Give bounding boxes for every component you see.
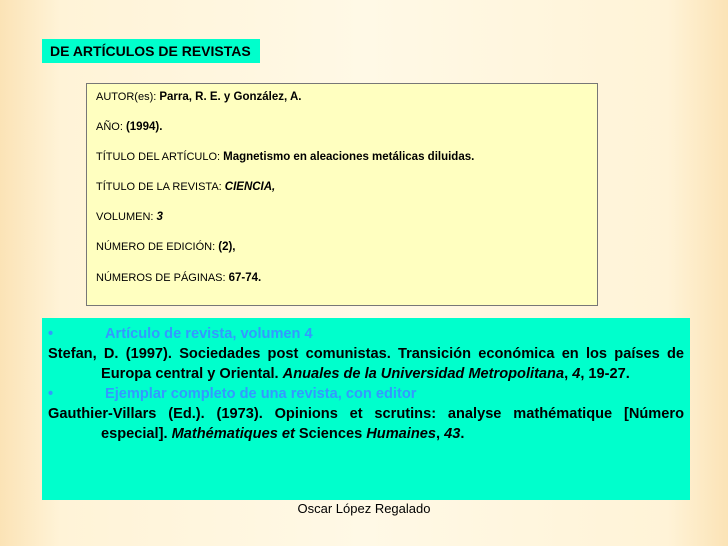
reference-1	[48, 344, 684, 384]
bullet-heading-1	[48, 324, 684, 344]
author-value: Parra, R. E. y González, A.	[159, 91, 302, 103]
reference-1-journal: Anuales de la Universidad Metropolitana	[282, 366, 565, 382]
pages-field	[96, 272, 261, 284]
year-label: AÑO:	[96, 121, 126, 133]
reference-1-sep: ,	[564, 366, 573, 382]
reference-2-journal-b: Humaines	[366, 426, 436, 442]
article-title-value: Magnetismo en aleaciones metálicas diluidas.	[223, 151, 475, 163]
journal-value: CIENCIA,	[224, 181, 276, 193]
reference-2-text: Gauthier-Villars (Ed.). (1973). Opinions et scrutins: analyse mathématique [Número especial].	[48, 406, 684, 442]
reference-2-journal-a: Mathématiques et	[171, 426, 295, 442]
article-title-field	[96, 151, 474, 163]
reference-examples-panel	[42, 318, 690, 500]
heading-2-text: Ejemplar completo de una revista, con editor	[105, 386, 417, 402]
reference-1-pages: , 19-27.	[580, 366, 630, 382]
issue-value: (2),	[218, 241, 236, 253]
reference-2-volume: 43	[444, 426, 461, 442]
reference-2-sep: ,	[436, 426, 445, 442]
volume-value: 3	[156, 211, 163, 223]
reference-2	[48, 404, 684, 444]
issue-field	[96, 241, 235, 253]
bullet-icon: •	[48, 386, 54, 402]
heading-1-text: Artículo de revista, volumen 4	[105, 326, 313, 342]
volume-label: VOLUMEN:	[96, 211, 157, 223]
author-label: AUTOR(es):	[96, 91, 160, 103]
bullet-heading-2	[48, 384, 684, 404]
slide-title: DE ARTÍCULOS DE REVISTAS	[42, 39, 260, 63]
journal-field	[96, 181, 275, 193]
year-value: (1994).	[125, 121, 163, 133]
reference-2-end: .	[460, 426, 465, 442]
article-title-label: TÍTULO DEL ARTÍCULO:	[96, 151, 224, 163]
issue-label: NÚMERO DE EDICIÓN:	[96, 241, 219, 253]
author-footer: Oscar López Regalado	[297, 501, 431, 516]
journal-label: TÍTULO DE LA REVISTA:	[96, 181, 225, 193]
bullet-icon: •	[48, 326, 54, 342]
reference-1-text: Stefan, D. (1997). Sociedades post comunistas. Transición económica en los países de Europa central y Oriental.	[48, 346, 684, 382]
reference-1-volume: 4	[572, 366, 581, 382]
pages-label: NÚMEROS DE PÁGINAS:	[96, 272, 229, 284]
author-field	[96, 91, 301, 103]
pages-value: 67-74.	[228, 272, 262, 284]
year-field	[96, 121, 162, 133]
reference-2-mid: Sciences	[294, 426, 367, 442]
volume-field	[96, 211, 163, 223]
citation-record-box	[86, 83, 598, 306]
